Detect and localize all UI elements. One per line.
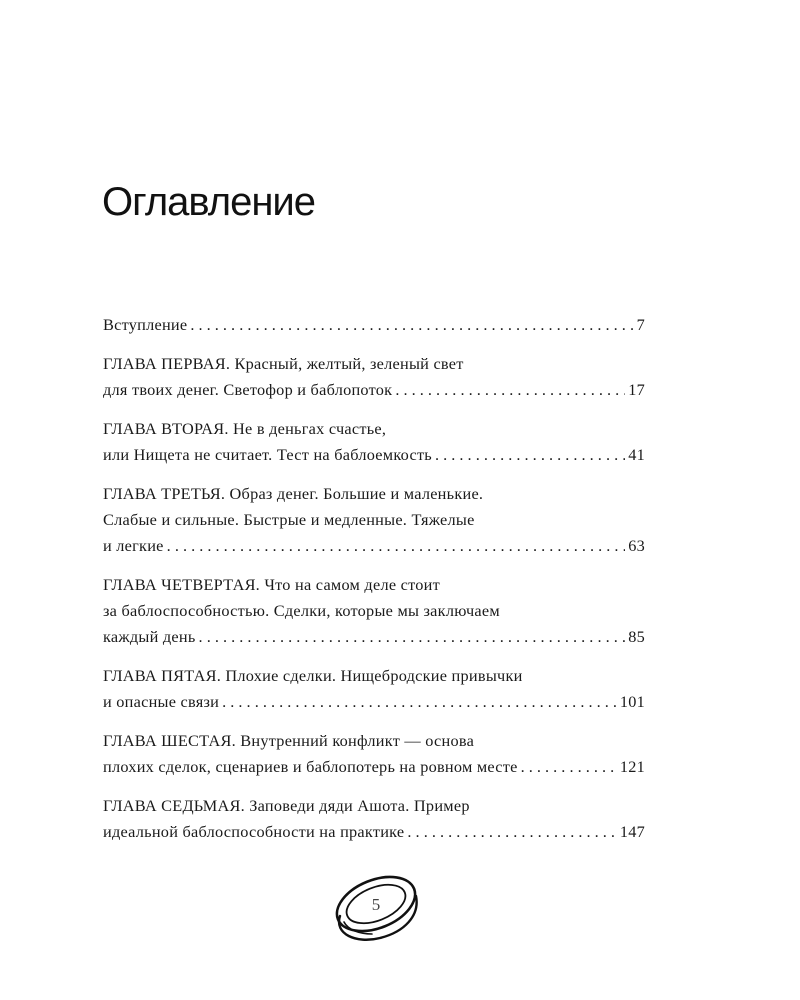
toc-entry-title: каждый день	[103, 627, 196, 646]
toc-line: ГЛАВА ПЕРВАЯ. Красный, желтый, зеленый свет	[103, 354, 464, 373]
toc-line	[103, 689, 645, 715]
toc-line: за баблоспособностью. Сделки, которые мы заключаем	[103, 601, 500, 620]
toc-page-number: 147	[619, 822, 645, 841]
toc-entry-chapter-5[interactable]	[103, 663, 645, 715]
toc-line: ГЛАВА СЕДЬМАЯ. Заповеди дяди Ашота. Пример	[103, 796, 470, 815]
toc-entry-chapter-4[interactable]	[103, 572, 645, 650]
toc-entry-title: и опасные связи	[103, 692, 220, 711]
toc-entry-title: идеальной баблоспособности на практике	[103, 822, 405, 841]
toc-line: ГЛАВА ВТОРАЯ. Не в деньгах счастье,	[103, 419, 387, 438]
toc-page-number: 41	[628, 445, 645, 464]
leader-dots	[521, 754, 617, 780]
toc-entry-chapter-2[interactable]	[103, 416, 645, 468]
table-of-contents	[103, 312, 645, 858]
toc-line	[103, 533, 645, 559]
toc-line: ГЛАВА ЧЕТВЕРТАЯ. Что на самом деле стоит	[103, 575, 440, 594]
toc-entry-title: для твоих денег. Светофор и баблопоток	[103, 380, 393, 399]
toc-entry-title: плохих сделок, сценариев и баблопотерь на ровном месте	[103, 757, 518, 776]
toc-entry-introduction[interactable]	[103, 312, 645, 338]
coin-icon	[330, 872, 422, 944]
toc-page-number: 17	[628, 380, 645, 399]
toc-entry-chapter-6[interactable]	[103, 728, 645, 780]
toc-page-number: 63	[628, 536, 645, 555]
toc-page-number: 85	[628, 627, 645, 646]
toc-line	[103, 312, 645, 338]
toc-line: ГЛАВА ПЯТАЯ. Плохие сделки. Нищебродские привычки	[103, 666, 523, 685]
toc-line	[103, 819, 645, 845]
leader-dots	[435, 442, 625, 468]
toc-line	[103, 377, 645, 403]
toc-line: ГЛАВА ШЕСТАЯ. Внутренний конфликт — основа	[103, 731, 475, 750]
toc-entry-title: и легкие	[103, 536, 164, 555]
toc-page-number: 121	[619, 757, 645, 776]
leader-dots	[395, 377, 625, 403]
toc-entry-title: Вступление	[103, 315, 188, 334]
toc-entry-chapter-7[interactable]	[103, 793, 645, 845]
leader-dots	[167, 533, 626, 559]
toc-line: ГЛАВА ТРЕТЬЯ. Образ денег. Большие и маленькие.	[103, 484, 484, 503]
toc-entry-title: или Нищета не считает. Тест на баблоемкость	[103, 445, 432, 464]
page-title: Оглавление	[102, 180, 316, 224]
toc-line	[103, 754, 645, 780]
leader-dots	[199, 624, 626, 650]
page-number: 5	[371, 895, 381, 914]
toc-line: Слабые и сильные. Быстрые и медленные. Тяжелые	[103, 510, 475, 529]
toc-page-number: 101	[619, 692, 645, 711]
leader-dots	[407, 819, 616, 845]
leader-dots	[222, 689, 617, 715]
toc-line	[103, 442, 645, 468]
toc-page-number: 7	[636, 315, 645, 334]
leader-dots	[190, 312, 633, 338]
toc-entry-chapter-3[interactable]	[103, 481, 645, 559]
toc-entry-chapter-1[interactable]	[103, 351, 645, 403]
toc-line	[103, 624, 645, 650]
